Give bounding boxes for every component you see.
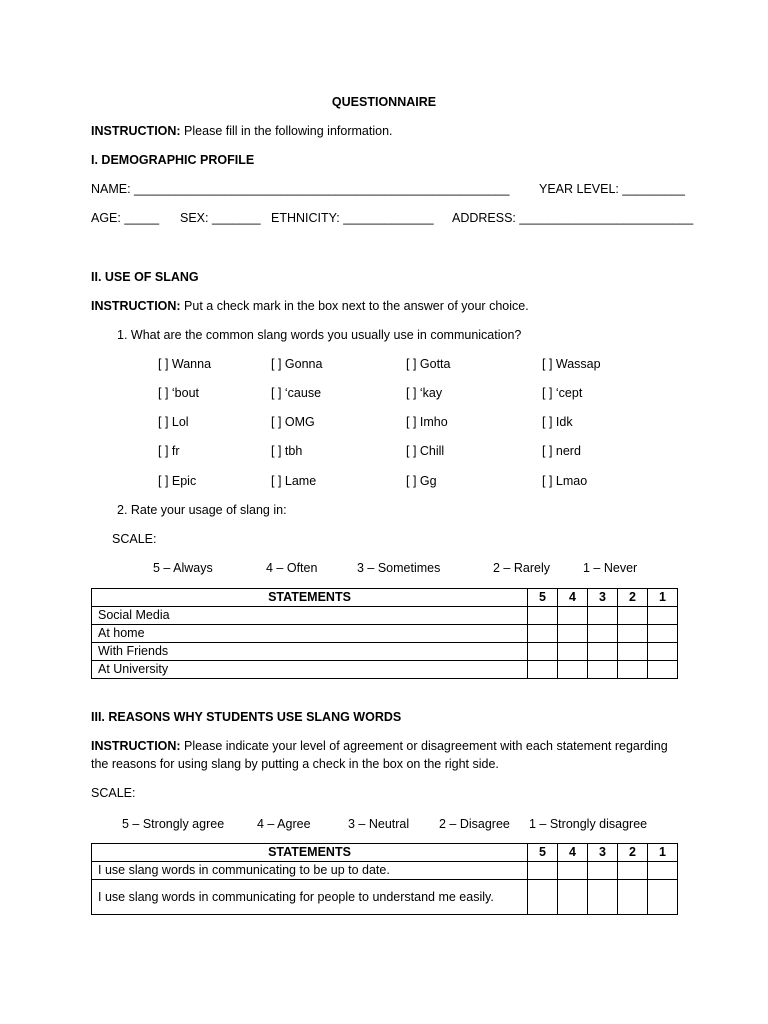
scale-item: 3 – Neutral: [348, 817, 410, 831]
rating-box[interactable]: [648, 607, 678, 625]
question-2: 2. Rate your usage of slang in:: [117, 503, 287, 517]
option-imho[interactable]: [ ] Imho: [406, 415, 448, 429]
usage-rating-table: [91, 588, 678, 679]
statement-cell: At home: [92, 625, 528, 643]
table-header-row: [92, 844, 678, 862]
scale-item: 1 – Never: [583, 561, 638, 575]
table-row: [92, 607, 678, 625]
rating-box[interactable]: [618, 661, 648, 679]
column-header: 2: [618, 589, 648, 607]
option-lame[interactable]: [ ] Lame: [271, 474, 317, 488]
age-field[interactable]: AGE: _____: [91, 211, 160, 225]
scale-item: 1 – Strongly disagree: [529, 817, 648, 831]
column-header: 5: [528, 844, 558, 862]
rating-box[interactable]: [648, 862, 678, 880]
rating-box[interactable]: [528, 625, 558, 643]
reasons-instruction: [91, 739, 668, 753]
rating-box[interactable]: [648, 625, 678, 643]
option-bout[interactable]: [ ] ‘bout: [158, 386, 199, 400]
statement-cell: I use slang words in communicating for people to understand me easily.: [92, 880, 528, 915]
option-gonna[interactable]: [ ] Gonna: [271, 357, 323, 371]
rating-box[interactable]: [588, 880, 618, 915]
option-chill[interactable]: [ ] Chill: [406, 444, 445, 458]
option-cause[interactable]: [ ] ‘cause: [271, 386, 322, 400]
rating-box[interactable]: [648, 661, 678, 679]
option-fr[interactable]: [ ] fr: [158, 444, 180, 458]
rating-box[interactable]: [618, 625, 648, 643]
rating-box[interactable]: [558, 862, 588, 880]
rating-box[interactable]: [558, 607, 588, 625]
slang-instruction: [91, 299, 529, 313]
reasons-rating-table: [91, 843, 678, 915]
name-field[interactable]: NAME: ______________________________________________________: [91, 182, 510, 196]
table-row: [92, 862, 678, 880]
column-header: 3: [588, 844, 618, 862]
column-header: 3: [588, 589, 618, 607]
ethnicity-field[interactable]: ETHNICITY: _____________: [271, 211, 434, 225]
question-1: 1. What are the common slang words you usually use in communication?: [117, 328, 522, 342]
column-header: 5: [528, 589, 558, 607]
option-wassap[interactable]: [ ] Wassap: [542, 357, 601, 371]
rating-box[interactable]: [618, 880, 648, 915]
address-field[interactable]: ADDRESS: _________________________: [452, 211, 694, 225]
column-header: 2: [618, 844, 648, 862]
rating-box[interactable]: [528, 643, 558, 661]
section-reasons-heading: III. REASONS WHY STUDENTS USE SLANG WORDS: [91, 710, 402, 724]
option-gotta[interactable]: [ ] Gotta: [406, 357, 451, 371]
option-tbh[interactable]: [ ] tbh: [271, 444, 303, 458]
rating-box[interactable]: [588, 862, 618, 880]
section-slang-heading: II. USE OF SLANG: [91, 270, 199, 284]
statement-cell: Social Media: [92, 607, 528, 625]
option-lol[interactable]: [ ] Lol: [158, 415, 189, 429]
reasons-instruction-line2: the reasons for using slang by putting a check in the box on the right side.: [91, 757, 499, 771]
column-header: 1: [648, 589, 678, 607]
rating-box[interactable]: [588, 643, 618, 661]
statements-header: STATEMENTS: [92, 844, 528, 862]
section-demographic-heading: I. DEMOGRAPHIC PROFILE: [91, 153, 255, 167]
option-kay[interactable]: [ ] ‘kay: [406, 386, 443, 400]
option-lmao[interactable]: [ ] Lmao: [542, 474, 588, 488]
scale-item: 4 – Often: [266, 561, 318, 575]
option-cept[interactable]: [ ] ‘cept: [542, 386, 583, 400]
rating-box[interactable]: [558, 625, 588, 643]
rating-box[interactable]: [588, 625, 618, 643]
option-omg[interactable]: [ ] OMG: [271, 415, 315, 429]
rating-box[interactable]: [528, 661, 558, 679]
rating-box[interactable]: [618, 862, 648, 880]
instruction-label: INSTRUCTION:: [91, 124, 181, 138]
year-level-field[interactable]: YEAR LEVEL: _________: [539, 182, 685, 196]
statements-header: STATEMENTS: [92, 589, 528, 607]
rating-box[interactable]: [558, 880, 588, 915]
table-row: [92, 625, 678, 643]
page-title: QUESTIONNAIRE: [331, 95, 437, 109]
scale-item: 3 – Sometimes: [357, 561, 441, 575]
scale-item: 2 – Rarely: [493, 561, 550, 575]
instruction-text: Please fill in the following information.: [180, 124, 393, 138]
option-gg[interactable]: [ ] Gg: [406, 474, 437, 488]
scale-label: SCALE:: [112, 532, 157, 546]
rating-box[interactable]: [588, 607, 618, 625]
rating-box[interactable]: [528, 862, 558, 880]
sex-field[interactable]: SEX: _______: [180, 211, 261, 225]
column-header: 4: [558, 844, 588, 862]
rating-box[interactable]: [648, 643, 678, 661]
rating-box[interactable]: [528, 880, 558, 915]
scale-item: 5 – Always: [153, 561, 213, 575]
scale-item: 5 – Strongly agree: [122, 817, 225, 831]
option-wanna[interactable]: [ ] Wanna: [158, 357, 212, 371]
table-header-row: [92, 589, 678, 607]
column-header: 4: [558, 589, 588, 607]
column-header: 1: [648, 844, 678, 862]
instruction-text: Please indicate your level of agreement or disagreement with each statement regarding: [180, 739, 668, 753]
table-row: [92, 880, 678, 915]
option-nerd[interactable]: [ ] nerd: [542, 444, 581, 458]
instruction-text: Put a check mark in the box next to the answer of your choice.: [180, 299, 529, 313]
rating-box[interactable]: [648, 880, 678, 915]
rating-box[interactable]: [558, 661, 588, 679]
instruction-label: INSTRUCTION:: [91, 739, 181, 753]
scale-item: 4 – Agree: [257, 817, 311, 831]
rating-box[interactable]: [618, 607, 648, 625]
option-epic[interactable]: [ ] Epic: [158, 474, 197, 488]
table-row: [92, 643, 678, 661]
main-instruction: [91, 124, 393, 138]
scale-label: SCALE:: [91, 786, 136, 800]
scale-item: 2 – Disagree: [439, 817, 510, 831]
statement-cell: I use slang words in communicating to be up to date.: [92, 862, 528, 880]
rating-box[interactable]: [528, 607, 558, 625]
statement-cell: At University: [92, 661, 528, 679]
table-row: [92, 661, 678, 679]
option-idk[interactable]: [ ] Idk: [542, 415, 573, 429]
rating-box[interactable]: [618, 643, 648, 661]
rating-box[interactable]: [558, 643, 588, 661]
rating-box[interactable]: [588, 661, 618, 679]
statement-cell: With Friends: [92, 643, 528, 661]
instruction-label: INSTRUCTION:: [91, 299, 181, 313]
